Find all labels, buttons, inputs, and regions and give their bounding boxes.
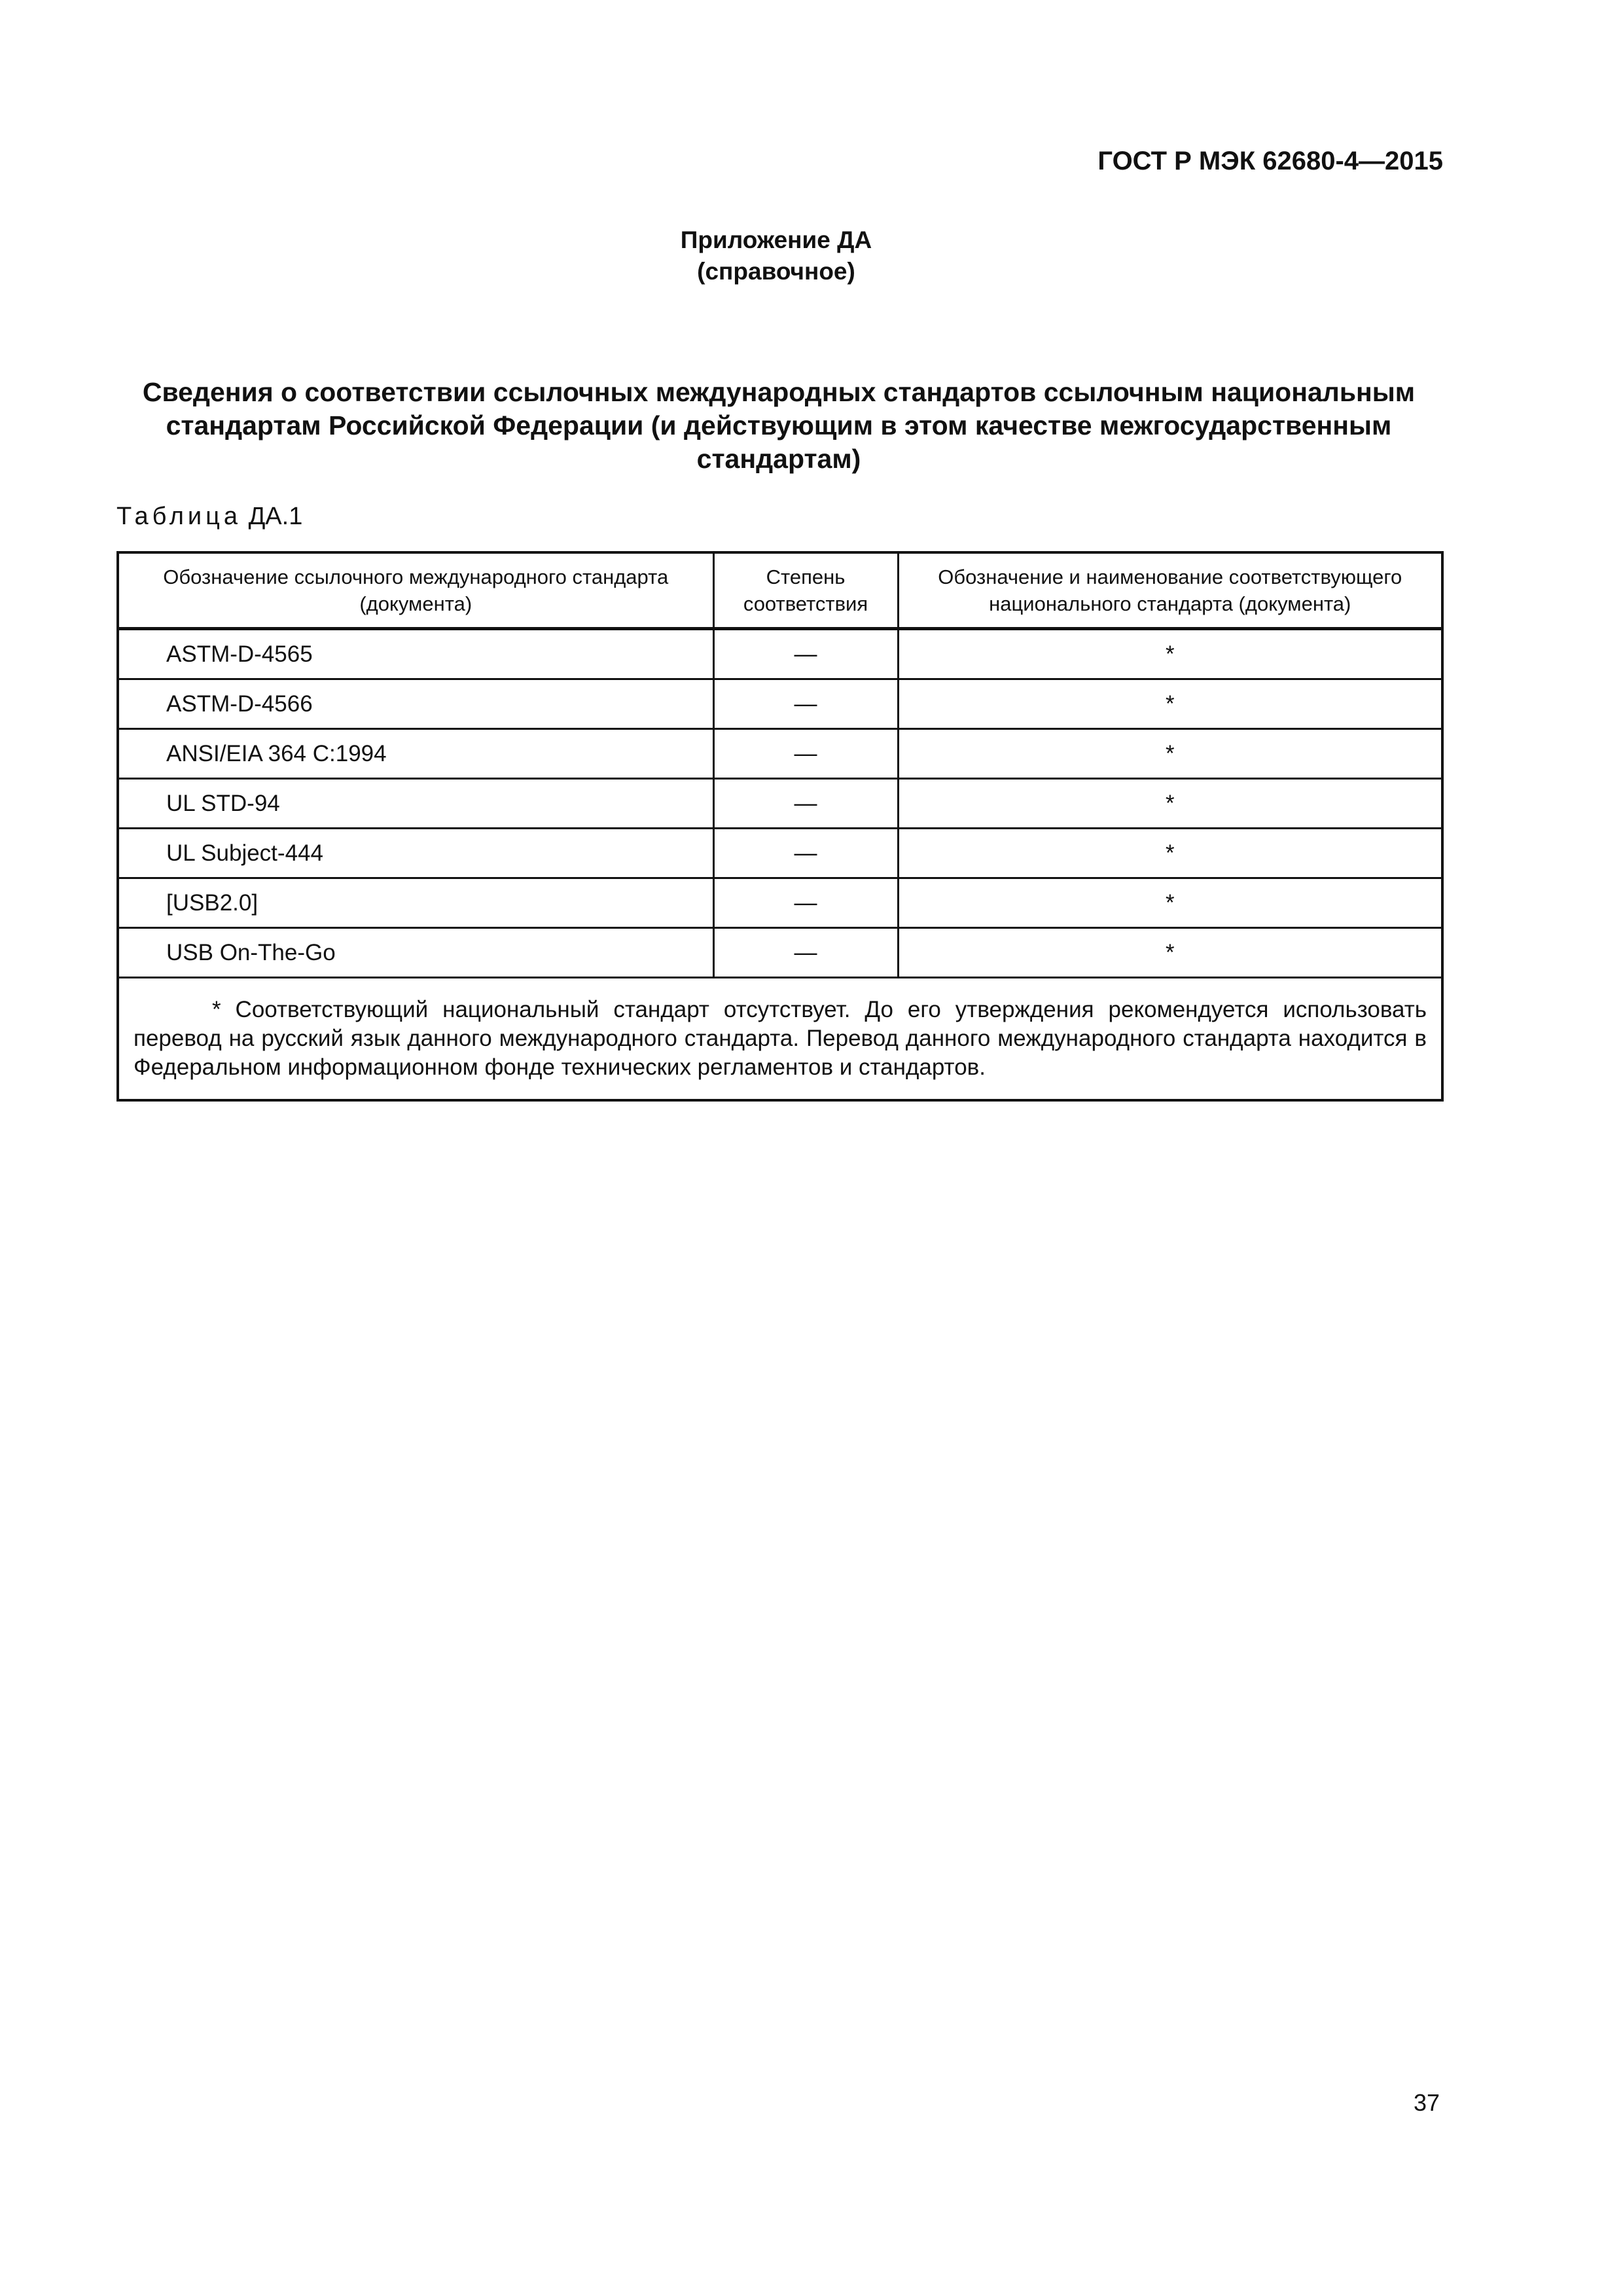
table-footnote <box>118 978 1442 1101</box>
table-header-row <box>118 552 1442 629</box>
degree-cell: — <box>713 928 898 978</box>
correspondence-table <box>116 551 1444 1102</box>
table-row <box>118 729 1442 779</box>
degree-cell: — <box>713 679 898 729</box>
table-row <box>118 878 1442 928</box>
intl-standard-cell: USB On-The-Go <box>118 928 713 978</box>
table-row <box>118 779 1442 829</box>
national-standard-cell: * <box>898 729 1442 779</box>
intl-standard-cell: ANSI/EIA 364 C:1994 <box>118 729 713 779</box>
degree-cell: — <box>713 878 898 928</box>
national-standard-cell: * <box>898 878 1442 928</box>
degree-cell: — <box>713 829 898 878</box>
intl-standard-cell: ASTM-D-4566 <box>118 679 713 729</box>
table-row <box>118 928 1442 978</box>
table-caption <box>116 503 302 531</box>
column-header-intl-standard: Обозначение ссылочного международного стандарта (документа) <box>118 552 713 629</box>
intl-standard-cell: [USB2.0] <box>118 878 713 928</box>
footnote-text: * Соответствующий национальный стандарт отсутствует. До его утверждения рекомендуется использовать перевод на русский язык данного международного стандарта. Перевод данного международного стандарта находится в Федеральном информационном фонде технических регламентов и стандартов. <box>134 997 1427 1080</box>
appendix-block <box>0 224 1552 287</box>
national-standard-cell: * <box>898 928 1442 978</box>
national-standard-cell: * <box>898 829 1442 878</box>
page-number: 37 <box>1413 2089 1440 2116</box>
intl-standard-cell: UL Subject-444 <box>118 829 713 878</box>
degree-cell: — <box>713 629 898 679</box>
national-standard-cell: * <box>898 679 1442 729</box>
appendix-subtitle: (справочное) <box>697 258 855 285</box>
table-caption-word: Таблица <box>116 503 241 530</box>
section-heading <box>118 376 1440 476</box>
table-row <box>118 679 1442 729</box>
column-header-degree: Степень соответствия <box>713 552 898 629</box>
degree-cell: — <box>713 779 898 829</box>
table-row <box>118 629 1442 679</box>
table-row <box>118 829 1442 878</box>
degree-cell: — <box>713 729 898 779</box>
section-heading-line: Сведения о соответствии ссылочных международных стандартов ссылочным национальным <box>142 377 1416 407</box>
table-caption-number: ДА.1 <box>248 503 303 530</box>
appendix-title: Приложение ДА <box>680 226 872 253</box>
table-note-row <box>118 978 1442 1101</box>
national-standard-cell: * <box>898 629 1442 679</box>
national-standard-cell: * <box>898 779 1442 829</box>
column-header-national-standard: Обозначение и наименование соответствующего национального стандарта (документа) <box>898 552 1442 629</box>
document-code: ГОСТ Р МЭК 62680-4—2015 <box>1097 147 1443 175</box>
section-heading-line: стандартам) <box>696 444 861 474</box>
intl-standard-cell: ASTM-D-4565 <box>118 629 713 679</box>
section-heading-line: стандартам Российской Федерации (и действующим в этом качестве межгосударственным <box>166 410 1392 440</box>
intl-standard-cell: UL STD-94 <box>118 779 713 829</box>
